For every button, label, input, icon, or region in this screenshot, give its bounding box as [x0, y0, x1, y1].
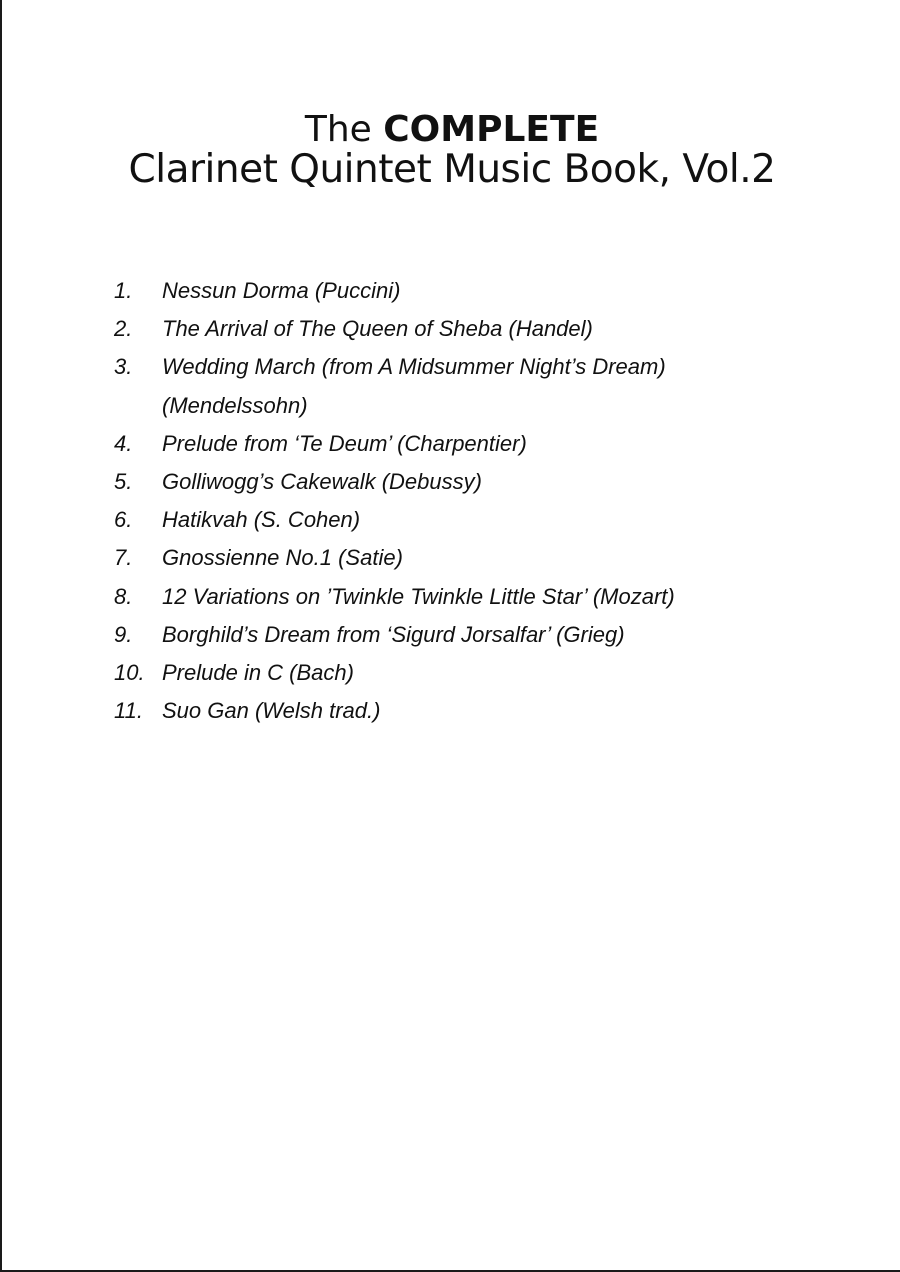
item-title: Golliwogg’s Cakewalk (Debussy) — [162, 469, 482, 495]
title-prefix: The — [304, 109, 372, 150]
item-title: Nessun Dorma (Puccini) — [162, 278, 401, 303]
item-number: 5. — [114, 469, 133, 495]
item-number: 7. — [114, 545, 133, 571]
item-title: Prelude from ‘Te Deum’ (Charpentier) — [162, 430, 527, 456]
item-title: Hatikvah (S. Cohen) — [162, 507, 361, 533]
title-emphasis: COMPLETE — [383, 109, 600, 150]
item-number: 3. — [114, 354, 133, 380]
item-title: Borghild’s Dream from ‘Sigurd Jorsalfar’ (Grieg) — [162, 621, 625, 647]
list-item — [114, 501, 814, 539]
item-number: 4. — [114, 430, 133, 456]
list-item — [114, 578, 814, 616]
list-item — [114, 463, 814, 501]
item-title: Gnossienne No.1 (Satie) — [162, 545, 403, 571]
list-item — [114, 310, 814, 348]
list-item — [114, 272, 814, 310]
item-title: Suo Gan (Welsh trad.) — [162, 698, 381, 724]
list-item — [114, 616, 814, 654]
list-item — [114, 348, 814, 424]
item-number: 10. — [114, 660, 145, 686]
item-title: Wedding March (from A Midsummer Night’s Dream) (Mendelssohn) — [162, 354, 666, 418]
list-item — [114, 692, 814, 730]
item-number: 1. — [114, 278, 133, 303]
item-title: 12 Variations on ’Twinkle Twinkle Little Star’ (Mozart) — [162, 583, 675, 609]
item-number: 11. — [114, 698, 143, 724]
title-subtitle: Clarinet Quintet Music Book, Vol.2 — [128, 147, 776, 192]
book-title — [2, 110, 900, 190]
item-number: 9. — [114, 621, 133, 647]
item-title: The Arrival of The Queen of Sheba (Handel) — [162, 316, 593, 342]
item-number: 6. — [114, 507, 133, 533]
contents-list — [114, 272, 814, 730]
list-item — [114, 654, 814, 692]
item-title: Prelude in C (Bach) — [162, 660, 354, 686]
list-item — [114, 425, 814, 463]
item-number: 2. — [114, 316, 133, 342]
list-item — [114, 539, 814, 577]
title-line-1 — [2, 110, 900, 150]
item-number: 8. — [114, 583, 133, 609]
